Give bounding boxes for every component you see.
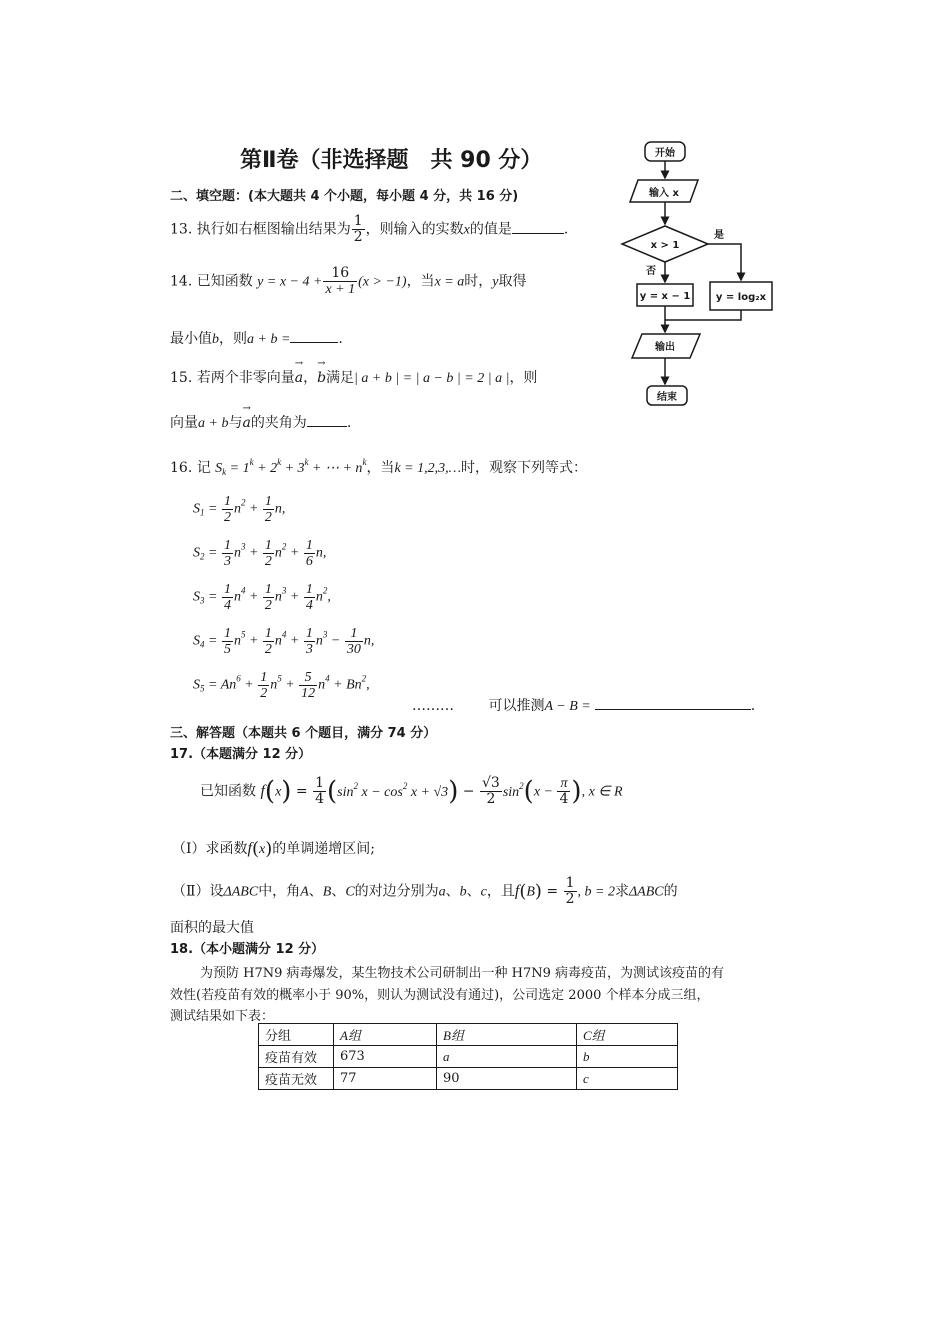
flow-output-label: 输出: [655, 342, 675, 353]
table-cell: 疫苗无效: [259, 1068, 334, 1090]
q15-text-b: 满足: [326, 370, 355, 386]
q14-expr-d: a + b =: [247, 332, 291, 347]
q14-line2-b: ，则: [219, 331, 247, 347]
page-title: 第Ⅱ卷（非选择题 共 90 分）: [240, 148, 543, 173]
q15-text-a: 若两个非零向量: [196, 370, 295, 386]
q16-guess-label: 可以推测: [488, 698, 545, 714]
question-16: [170, 457, 587, 477]
q15-line2-b: 与: [228, 415, 243, 431]
q17-header: 17.（本题满分 12 分）: [170, 747, 312, 762]
section2-heading: 二、填空题：(本大题共 4 个小题，每小题 4 分，共 16 分): [170, 189, 519, 204]
q14-answer-blank[interactable]: [290, 342, 338, 343]
table-row: [259, 1068, 678, 1090]
question-14: [170, 266, 526, 297]
q14-expr-a: y = x − 4 +: [257, 274, 323, 290]
q16-expr-k: k = 1,2,3,…: [394, 461, 462, 476]
q17-part2-text-c: ，且: [486, 883, 515, 900]
q14-text-d: 取得: [498, 273, 527, 290]
q15-line2-expr: a + b: [198, 416, 229, 431]
flow-right-box-label: y = log₂x: [715, 292, 767, 303]
q16-guess-expr: A − B =: [544, 699, 591, 714]
q14-text-b: ，当: [406, 273, 435, 290]
q18-para-line3: 测试结果如下表：: [170, 1009, 275, 1024]
flow-left-box-label: y = x − 1: [639, 291, 691, 302]
q17-part1-label: （Ⅰ）求函数: [172, 841, 248, 857]
table-cell: 77: [334, 1068, 437, 1090]
q18-results-table: [258, 1023, 678, 1090]
q15-vec-b: → b: [317, 370, 326, 386]
equation-s4: $S_4$ = $\frac{1}{5}$ $n^5$ + $\frac{1}{2}$ $n^4$ + $\frac{1}{3}$ $n^3$ − $\frac{1}{30}$ n,: [193, 626, 375, 657]
equation-s2: $S_2$ = $\frac{1}{3}$ $n^3$ + $\frac{1}{2}$ $n^2$ + $\frac{1}{6}$ n,: [193, 538, 327, 569]
table-row: [259, 1046, 678, 1068]
q16-text-c: 时，观察下列等式：: [461, 460, 588, 476]
question-13: 13. 执行如右框图输出结果为 $\frac{1}{2}$ ，则输入的实数x的值是 .: [170, 213, 569, 245]
q15-comma: ，: [303, 370, 318, 386]
flow-condition-label: x > 1: [650, 240, 680, 251]
q18-para-line2: 效性(若疫苗有效的概率小于 90%，则认为测试没有通过)，公司选定 2000 个样本分成三组，: [170, 988, 710, 1003]
q16-text-b: ，当: [366, 460, 395, 476]
q17-part1-text: 的单调递增区间;: [272, 841, 375, 857]
q14-line2-a: 最小值: [170, 331, 212, 347]
q13-fraction: $\frac{1}{2}$: [353, 213, 363, 245]
q13-num: 13.: [170, 221, 193, 238]
q15-text-c: ，则: [509, 370, 538, 386]
q17-part2-label: （Ⅱ）设: [172, 883, 224, 900]
q17-part2: （Ⅱ）设ΔABC中，角A、B、C的对边分别为a、b、c，且f(B) = $\frac{1}{2}$ , b = 2求ΔABC的: [172, 875, 678, 907]
table-cell: 90: [437, 1068, 577, 1090]
q16-sk-definition: $S_k = 1^k + 2^k + 3^k$ + ⋯ + $n^k$: [215, 457, 367, 477]
flow-start-label: 开始: [655, 148, 675, 159]
q16-dots: ………: [412, 698, 454, 714]
q13-text-c: 的值是: [469, 221, 512, 238]
q16-guess-line: ……… 可以推测A − B = .: [412, 698, 756, 714]
flow-yes-label: 是: [714, 230, 724, 241]
flow-end-label: 结束: [657, 392, 677, 403]
table-header-cell: A组: [334, 1024, 437, 1046]
table-cell: 673: [334, 1046, 437, 1068]
q17-part2-line2: 面积的最大值: [170, 920, 254, 936]
question-15-line2: 向量a + b与→ a的夹角为 .: [170, 412, 351, 432]
table-header-cell: B组: [437, 1024, 577, 1046]
flow-input-label: 输入 x: [649, 188, 679, 199]
q18-para-line1: 为预防 H7N9 病毒爆发，某生物技术公司研制出一种 H7N9 病毒疫苗，为测试该疫苗的有: [200, 966, 725, 981]
table-cell: a: [437, 1046, 577, 1068]
question-14-line2: 最小值b，则a + b = .: [170, 331, 343, 347]
q13-text-a: 执行如右框图输出结果为: [196, 221, 351, 238]
q15-line2-vec-a: → a: [242, 415, 250, 431]
q17-function: 已知函数 f(x) = $\frac{1}{4}$ ($\sin^2$ $x - \cos^2 x + √3$) − $\frac{√3}{2}$ $\sin^2(x$ − $\frac{\pi}{4}$ ), x ∈ R: [200, 775, 623, 807]
q17-part2-text-a: 中，角: [258, 883, 301, 900]
q14-text-a: 已知函数: [196, 273, 253, 290]
q14-var-b: b: [212, 332, 219, 347]
table-header-row: [259, 1024, 678, 1046]
table-cell: 疫苗有效: [259, 1046, 334, 1068]
q17-intro: 已知函数: [200, 783, 256, 800]
equation-s3: $S_3$ = $\frac{1}{4}$ $n^4$ + $\frac{1}{2}$ $n^3$ + $\frac{1}{4}$ $n^2$,: [193, 582, 331, 613]
q13-text-b: ，则输入的实数: [365, 221, 464, 238]
q14-num: 14.: [170, 273, 193, 290]
table-header-cell: 分组: [259, 1024, 334, 1046]
q14-expr-c: x = a: [434, 274, 465, 290]
table-header-cell: C组: [577, 1024, 678, 1046]
equation-s1: $S_1$ = $\frac{1}{2}$ $n^2$ + $\frac{1}{2}$ n,: [193, 494, 286, 525]
q16-text-a: 记: [196, 460, 211, 476]
flow-no-label: 否: [646, 266, 656, 277]
q18-header: 18.（本小题满分 12 分）: [170, 942, 325, 957]
q13-var: x: [463, 222, 470, 238]
q17-part1: （Ⅰ）求函数f(x)的单调递增区间;: [172, 838, 375, 860]
q14-var-y: y: [492, 274, 499, 290]
q17-part2-text-b: 的对边分别为: [354, 883, 439, 900]
equation-s5: $S_5 = An^6$ + $\frac{1}{2}$ $n^5$ + $\frac{5}{12}$ $n^4 + Bn^2$,: [193, 670, 370, 701]
q17-part2-text-d: 求: [614, 883, 629, 900]
q14-text-c: 时，: [464, 273, 493, 290]
q14-expr-b: (x > −1): [358, 274, 407, 290]
q16-answer-blank[interactable]: [595, 709, 751, 710]
flowchart: [620, 138, 780, 410]
q15-answer-blank[interactable]: [307, 426, 347, 427]
q13-answer-blank[interactable]: [512, 233, 564, 234]
q15-vec-a: → a: [295, 370, 303, 386]
question-15: [170, 367, 537, 387]
section3-heading: 三、解答题（本题共 6 个题目，满分 74 分）: [170, 726, 437, 741]
q15-line2-c: 的夹角为: [250, 415, 307, 431]
q16-num: 16.: [170, 460, 193, 476]
table-cell: b: [577, 1046, 678, 1068]
q14-fraction: $\frac{16}{x + 1}$: [325, 265, 356, 297]
table-cell: c: [577, 1068, 678, 1090]
q15-line2-a: 向量: [170, 415, 198, 431]
q17-part2-text-e: 的: [663, 883, 678, 900]
q15-condition: | a + b | = | a − b | = 2 | a |: [354, 371, 510, 386]
q15-num: 15.: [170, 370, 193, 386]
